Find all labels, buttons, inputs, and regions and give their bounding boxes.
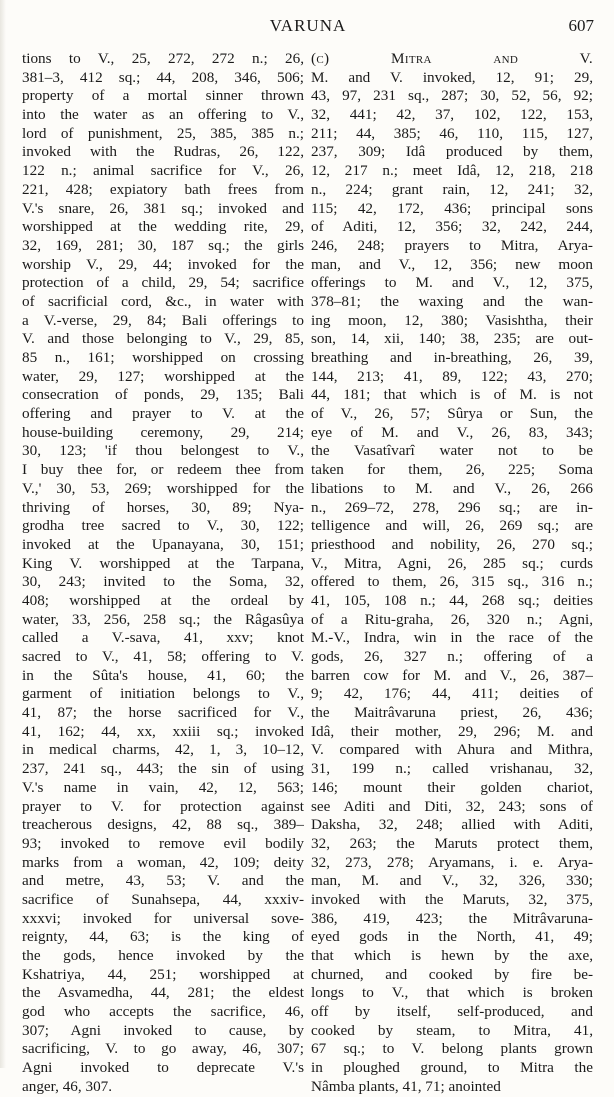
- section-subheading: (c) Mitra and V.: [311, 50, 593, 67]
- index-line: 32, 273, 278; Aryamans, i. e. Arya-: [311, 853, 593, 871]
- index-line: V. compared with Ahura and Mithra,: [311, 741, 593, 759]
- index-line: 32, 169, 281; 30, 187 sq.; the girls: [22, 236, 304, 254]
- index-line: marks from a woman, 42, 109; deity: [22, 853, 304, 871]
- index-line: 30, 243; invited to the Soma, 32,: [22, 573, 304, 591]
- index-line: 85 n., 161; worshipped on crossing: [22, 349, 304, 366]
- index-line: off by itself, self-produced, and: [311, 1003, 593, 1021]
- index-line: V.'s name in vain, 42, 12, 563;: [22, 778, 304, 796]
- index-line: King V. worshipped at the Tarpana,: [22, 554, 304, 572]
- index-line: 144, 213; 41, 89, 122; 43, 270;: [311, 367, 593, 385]
- page-edge-shadow: [0, 0, 6, 1068]
- index-line: 381–3, 412 sq.; 44, 208, 346, 506;: [22, 68, 304, 86]
- index-line: 122 n.; animal sacrifice for V., 26,: [22, 162, 304, 180]
- index-line: sacrificing, V. to go away, 46, 307;: [22, 1040, 304, 1058]
- index-line: and metre, 43, 53; V. and the: [22, 872, 304, 890]
- index-line: see Aditi and Diti, 32, 243; sons of: [311, 797, 593, 815]
- index-line: 246, 248; prayers to Mitra, Arya-: [311, 236, 593, 254]
- index-line: called a V.-sava, 41, xxv; knot: [22, 629, 304, 647]
- index-line: in ploughed ground, to Mitra the: [311, 1059, 593, 1077]
- index-line: 237, 309; Idâ produced by them,: [311, 143, 593, 161]
- index-line: longs to V., that which is broken: [311, 984, 593, 1002]
- index-line: that which is hewn by the axe,: [311, 947, 593, 964]
- index-line: V.,' 30, 53, 269; worshipped for the: [22, 479, 304, 497]
- index-line: 237, 241 sq., 443; the sin of using: [22, 760, 304, 778]
- index-line: a V.-verse, 29, 84; Bali offerings to: [22, 311, 304, 329]
- index-line: treacherous designs, 42, 88 sq., 389–: [22, 816, 304, 834]
- index-line: eyed gods in the North, 41, 49;: [311, 928, 593, 946]
- index-line: xxxvi; invoked for universal sove-: [22, 909, 304, 927]
- index-line: 378–81; the waxing and the wan-: [311, 292, 593, 310]
- index-line: taken for them, 26, 225; Soma: [311, 461, 593, 479]
- index-line: consecration of ponds, 29, 135; Bali: [22, 386, 304, 404]
- index-line: eye of M. and V., 26, 83, 343;: [311, 423, 593, 441]
- index-line: of sacrificial cord, &c., in water with: [22, 292, 304, 310]
- index-line: the gods, hence invoked by the: [22, 947, 304, 964]
- index-line: grodha tree sacred to V., 30, 122;: [22, 517, 304, 535]
- index-line: V. and those belonging to V., 29, 85,: [22, 330, 304, 348]
- index-line: M. and V. invoked, 12, 91; 29,: [311, 68, 593, 86]
- index-line: prayer to V. for protection against: [22, 797, 304, 815]
- index-line: offerings to M. and V., 12, 375,: [311, 274, 593, 292]
- index-line: 307; Agni invoked to cause, by: [22, 1021, 304, 1039]
- index-line: churned, and cooked by fire be-: [311, 965, 593, 983]
- index-line: 211; 44, 385; 46, 110, 115, 127,: [311, 124, 593, 142]
- index-line: ing moon, 12, 380; Vasishtha, their: [311, 311, 593, 329]
- index-line: anger, 46, 307.: [22, 1077, 113, 1095]
- index-line: lord of punishment, 25, 385, 385 n.;: [22, 124, 304, 142]
- index-line: god who accepts the sacrifice, 46,: [22, 1003, 304, 1021]
- index-line: n., 224; grant rain, 12, 241; 32,: [311, 180, 593, 198]
- index-line: Nâmba plants, 41, 71; anointed: [311, 1077, 501, 1095]
- index-line: of Aditi, 12, 356; 32, 242, 244,: [311, 218, 593, 236]
- index-line: 41, 87; the horse sacrificed for V.,: [22, 704, 304, 722]
- index-line: 221, 428; expiatory bath frees from: [22, 180, 304, 198]
- index-line: 12, 217 n.; meet Idâ, 12, 218, 218: [311, 162, 593, 180]
- index-line: man, M. and V., 32, 326, 330;: [311, 872, 593, 890]
- index-line: of V., 26, 57; Sûrya or Sun, the: [311, 405, 593, 423]
- index-line: 115; 42, 172, 436; principal sons: [311, 199, 593, 217]
- index-line: in medical charms, 42, 1, 3, 10–12,: [22, 741, 304, 759]
- index-line: 408; worshipped at the ordeal by: [22, 591, 304, 609]
- index-line: 43, 97, 231 sq., 287; 30, 52, 56, 92;: [311, 87, 593, 105]
- index-line: 93; invoked to remove evil bodily: [22, 834, 304, 852]
- index-line: invoked at the Upanayana, 30, 151;: [22, 535, 304, 553]
- index-line: in the Sûta's house, 41, 60; the: [22, 666, 304, 684]
- right-column: [311, 50, 593, 1097]
- index-line: I buy thee for, or redeem thee from: [22, 461, 304, 479]
- index-line: garment of initiation belongs to V.,: [22, 685, 304, 703]
- index-line: invoked with the Maruts, 32, 375,: [311, 890, 593, 908]
- index-line: the Asvamedha, 44, 281; the eldest: [22, 984, 304, 1002]
- index-line: Daksha, 32, 248; allied with Aditi,: [311, 816, 593, 834]
- index-line: priesthood and nobility, 26, 270 sq.;: [311, 535, 593, 553]
- index-line: 30, 123; 'if thou belongest to V.,: [22, 442, 304, 460]
- running-head: VARUNA: [269, 16, 347, 35]
- index-line: telligence and will, 26, 269 sq.; are: [311, 517, 593, 535]
- index-line: water, 33, 256, 258 sq.; the Râgasûya: [22, 610, 304, 628]
- page-number: 607: [568, 16, 594, 35]
- index-line: property of a mortal sinner thrown: [22, 87, 304, 105]
- index-line: 41, 105, 108 n.; 44, 268 sq.; deities: [311, 591, 593, 609]
- index-line: 146; mount their golden chariot,: [311, 778, 593, 796]
- index-line: M.-V., Indra, win in the race of the: [311, 629, 593, 647]
- index-line: 32, 263; the Maruts protect them,: [311, 834, 593, 852]
- index-line: barren cow for M. and V., 26, 387–: [311, 666, 593, 684]
- index-line: 386, 419, 423; the Mitrâvaruna-: [311, 909, 593, 927]
- index-line: sacred to V., 41, 58; offering to V.: [22, 648, 304, 665]
- index-line: water, 29, 127; worshipped at the: [22, 367, 304, 385]
- index-line: the Maitrâvaruna priest, 26, 436;: [311, 704, 593, 722]
- index-line: V., Mitra, Agni, 26, 285 sq.; curds: [311, 554, 593, 572]
- index-line: cooked by steam, to Mitra, 41,: [311, 1021, 593, 1039]
- index-line: gods, 26, 327 n.; offering of a: [311, 648, 593, 665]
- page-header: [22, 16, 594, 38]
- index-line: protection of a child, 29, 54; sacrifice: [22, 274, 304, 292]
- index-line: breathing and in-breathing, 26, 39,: [311, 349, 593, 366]
- index-line: invoked with the Rudras, 26, 122,: [22, 143, 304, 161]
- index-line: 44, 181; that which is of M. is not: [311, 386, 593, 404]
- index-line: thriving of horses, 30, 89; Nya-: [22, 498, 304, 516]
- index-line: son, 14, xii, 140; 38, 235; are out-: [311, 330, 593, 348]
- index-line: n., 269–72, 278, 296 sq.; are in-: [311, 498, 593, 516]
- index-line: into the water as an offering to V.,: [22, 106, 304, 124]
- left-column: [22, 50, 304, 1097]
- index-line: offered to them, 26, 315 sq., 316 n.;: [311, 573, 593, 591]
- index-line: reignty, 44, 63; is the king of: [22, 928, 304, 946]
- index-line: Idâ, their mother, 29, 296; M. and: [311, 722, 593, 740]
- index-line: 31, 199 n.; called vrishanau, 32,: [311, 760, 593, 778]
- index-line: man, and V., 12, 356; new moon: [311, 255, 593, 273]
- index-line: Agni invoked to deprecate V.'s: [22, 1059, 304, 1077]
- index-line: sacrifice of Sunahsepa, 44, xxxiv-: [22, 890, 304, 908]
- index-line: worshipped at the wedding rite, 29,: [22, 218, 304, 236]
- index-line: offering and prayer to V. at the: [22, 405, 304, 423]
- index-line: Kshatriya, 44, 251; worshipped at: [22, 965, 304, 983]
- index-line: of a Ritu-graha, 26, 320 n.; Agni,: [311, 610, 593, 628]
- index-line: house-building ceremony, 29, 214;: [22, 423, 304, 441]
- index-line: 32, 441; 42, 37, 102, 122, 153,: [311, 106, 593, 124]
- index-line: 67 sq.; to V. belong plants grown: [311, 1040, 593, 1058]
- index-line: tions to V., 25, 272, 272 n.; 26,: [22, 50, 304, 67]
- index-line: worship V., 29, 44; invoked for the: [22, 255, 304, 273]
- index-line: libations to M. and V., 26, 266: [311, 479, 593, 497]
- index-line: 41, 162; 44, xx, xxiii sq.; invoked: [22, 722, 304, 740]
- index-line: V.'s snare, 26, 381 sq.; invoked and: [22, 199, 304, 217]
- index-line: the Vasatîvarî water not to be: [311, 442, 593, 460]
- index-line: 9; 42, 176; 44, 411; deities of: [311, 685, 593, 703]
